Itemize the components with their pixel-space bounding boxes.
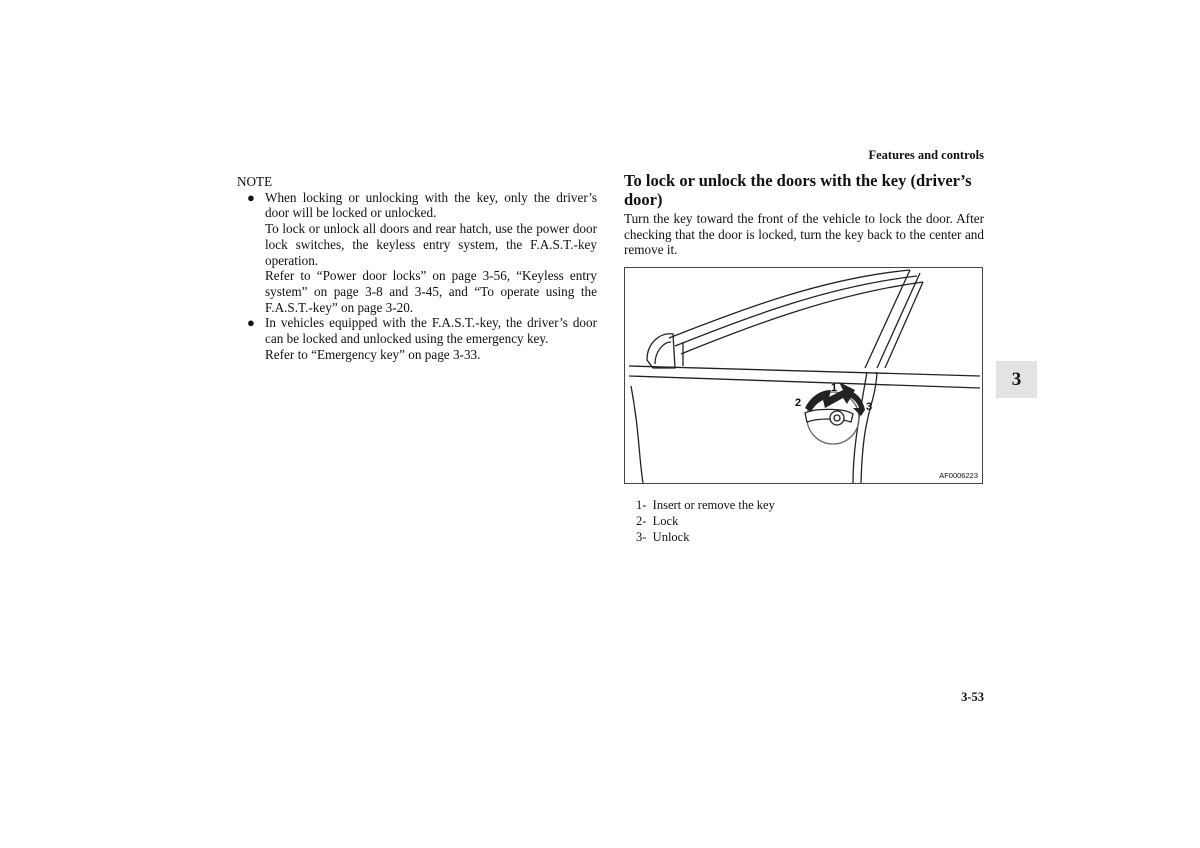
note-label: NOTE bbox=[237, 174, 273, 189]
section-block bbox=[624, 172, 984, 258]
note-paragraph: In vehicles equipped with the F.A.S.T.-key, the driver’s door can be locked and unlocked using the emergency key. bbox=[265, 315, 597, 347]
note-paragraph: Refer to “Power door locks” on page 3-56, “Keyless entry system” on page 3-8 and 3-45, and “To operate using the F.A.S.T.-key” on page 3-20. bbox=[265, 268, 597, 315]
figure-code: AF0006223 bbox=[939, 471, 978, 480]
callout-item bbox=[636, 529, 775, 545]
marker-2: 2 bbox=[795, 397, 802, 409]
callout-number: 1- bbox=[636, 498, 647, 512]
note-paragraph: To lock or unlock all doors and rear hatch, use the power door lock switches, the keyless entry system, the F.A.S.T.-key operation. bbox=[265, 221, 597, 268]
note-block bbox=[237, 174, 597, 362]
note-item bbox=[237, 315, 597, 362]
callout-text: Insert or remove the key bbox=[652, 498, 775, 512]
section-title: To lock or unlock the doors with the key (driver’s door) bbox=[624, 171, 972, 209]
running-header: Features and controls bbox=[868, 148, 984, 162]
note-item bbox=[237, 190, 597, 316]
callout-text: Lock bbox=[652, 514, 679, 528]
note-paragraph: When locking or unlocking with the key, only the driver’s door will be locked or unlocked. bbox=[265, 189, 597, 221]
door-lock-illustration bbox=[624, 267, 983, 484]
callout-item bbox=[636, 497, 775, 513]
bullet-icon: ● bbox=[247, 315, 255, 331]
chapter-tab: 3 bbox=[996, 361, 1037, 398]
car-door-drawing bbox=[625, 268, 984, 485]
callout-list bbox=[636, 497, 775, 545]
marker-1: 1 bbox=[831, 382, 838, 394]
note-paragraph: Refer to “Emergency key” on page 3-33. bbox=[265, 346, 481, 362]
callout-number: 3- bbox=[636, 530, 647, 544]
bullet-icon: ● bbox=[247, 189, 255, 205]
marker-3: 3 bbox=[866, 401, 873, 413]
section-body: Turn the key toward the front of the vehicle to lock the door. After checking that the door is locked, turn the key back to the center and remove it. bbox=[624, 211, 984, 258]
callout-item bbox=[636, 513, 775, 529]
callout-number: 2- bbox=[636, 514, 647, 528]
callout-text: Unlock bbox=[652, 530, 690, 544]
page-number: 3-53 bbox=[961, 690, 984, 704]
